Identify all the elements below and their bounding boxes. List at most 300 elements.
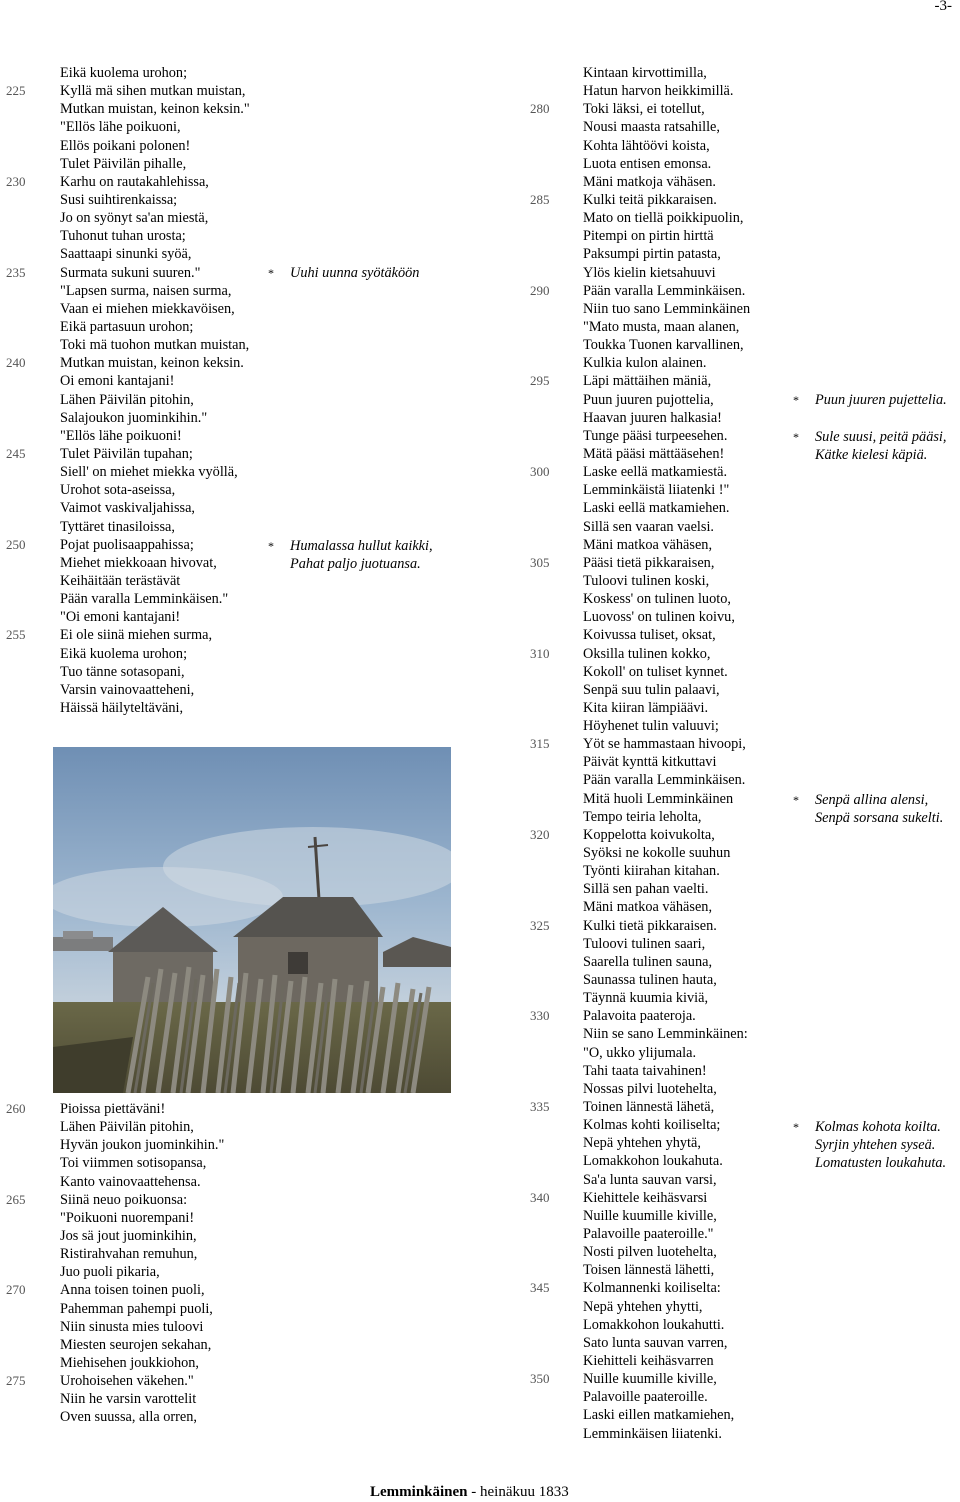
verse-line (530, 1134, 790, 1152)
verse-line (6, 409, 276, 427)
line-number: 270 (6, 1282, 26, 1298)
verse-line (6, 554, 276, 572)
note-text: Kolmas kohota koilta. (815, 1119, 941, 1135)
verse-line (6, 227, 276, 245)
verse-text: Oksilla tulinen kokko, (583, 645, 711, 662)
line-number: 280 (530, 101, 550, 117)
verse-line (6, 1336, 276, 1354)
verse-text: Keihäitään terästävät (60, 572, 181, 589)
verse-line (530, 1044, 790, 1062)
verse-text: Ristirahvahan remuhun, (60, 1246, 198, 1263)
page-number: -3- (934, 0, 952, 14)
line-number: 305 (530, 554, 550, 570)
verse-text: Kolmannenki koiliselta: (583, 1280, 721, 1297)
line-number: 330 (530, 1008, 550, 1024)
verse-line (530, 82, 790, 100)
verse-text: Saarella tulinen sauna, (583, 953, 713, 970)
note-asterisk: * (268, 539, 274, 553)
verse-text: Jo on syönyt sa'an miestä, (60, 210, 209, 227)
verse-text: Kintaan kirvottimilla, (583, 65, 707, 81)
verse-line (6, 681, 276, 699)
verse-line (530, 1171, 790, 1189)
verse-line (530, 300, 790, 318)
verse-text: Karhu on rautakahlehissa, (60, 173, 209, 190)
verse-text: Koivussa tuliset, oksat, (583, 627, 716, 644)
verse-text: Oi emoni kantajani! (60, 373, 175, 390)
verse-line (530, 445, 790, 463)
verse-text: Sillä sen vaaran vaelsi. (583, 518, 715, 535)
verse-line (6, 1318, 276, 1336)
verse-line (6, 391, 276, 409)
verse-line (6, 499, 276, 517)
side-note (268, 537, 433, 573)
verse-line (530, 917, 790, 935)
verse-line (530, 536, 790, 554)
verse-line (6, 1281, 276, 1299)
verse-text: Lomakkohon loukahutti. (583, 1316, 725, 1333)
verse-text: Siell' on miehet miekka vyöllä, (60, 464, 238, 481)
verse-line (530, 1152, 790, 1170)
verse-text: Nossas pilvi luotehelta, (583, 1080, 717, 1097)
verse-line (530, 1261, 790, 1279)
verse-line (6, 1300, 276, 1318)
line-number: 260 (6, 1101, 26, 1116)
verse-text: Mutkan muistan, keinon keksin. (60, 355, 244, 372)
verse-line (6, 663, 276, 681)
verse-line (6, 1390, 276, 1408)
verse-text: Kiehitteli keihäsvarren (583, 1352, 714, 1369)
verse-line (530, 354, 790, 372)
verse-line (530, 862, 790, 880)
line-number: 230 (6, 173, 26, 189)
verse-line (530, 626, 790, 644)
verse-text: Laske eellä matkamiestä. (583, 464, 728, 481)
verse-text: Nepä yhtehen yhytti, (583, 1298, 703, 1315)
verse-text: Tulet Päivilän tupahan; (60, 445, 193, 462)
verse-text: Toisen lännestä lähetti, (583, 1262, 715, 1279)
verse-text: Pääsi tietä pikkaraisen, (583, 554, 715, 571)
line-number: 325 (530, 917, 550, 933)
verse-text: Eikä kuolema urohon; (60, 65, 188, 81)
verse-text: Pään varalla Lemminkäisen. (583, 772, 746, 789)
verse-line (6, 354, 276, 372)
note-text: Senpä sorsana sukelti. (815, 810, 944, 827)
verse-text: Toki mä tuohon mutkan muistan, (60, 337, 250, 354)
line-number: 315 (530, 736, 550, 752)
verse-text: Tulet Päivilän pihalle, (60, 155, 187, 172)
verse-text: Paksumpi pirtin patasta, (583, 246, 721, 263)
verse-line (6, 1209, 276, 1227)
line-number: 265 (6, 1191, 26, 1207)
verse-line (530, 1298, 790, 1316)
verse-line (530, 717, 790, 735)
verse-line (530, 1279, 790, 1297)
verse-line (530, 282, 790, 300)
verse-line (530, 645, 790, 663)
verse-line (530, 209, 790, 227)
verse-text: Hyvän joukon juominkihin." (60, 1137, 225, 1154)
verse-line (530, 1425, 790, 1443)
verse-text: Luovoss' on tulinen koivu, (583, 609, 735, 626)
verse-line (530, 590, 790, 608)
verse-line (6, 626, 276, 644)
verse-text: Pahemman pahempi puoli, (60, 1300, 213, 1317)
verse-line (530, 481, 790, 499)
verse-text: Häissä häilyteltäväni, (60, 699, 184, 716)
verse-text: Susi suihtirenkaissa; (60, 191, 178, 208)
verse-line (530, 372, 790, 390)
verse-text: Mutkan muistan, keinon keksin." (60, 101, 250, 118)
verse-text: Tuloovi tulinen saari, (583, 935, 706, 952)
footer-date: - heinäkuu 1833 (467, 1484, 569, 1500)
verse-text: Koppelotta koivukolta, (583, 826, 715, 843)
verse-text: Täynnä kuumia kiviä, (583, 990, 709, 1007)
verse-line (530, 336, 790, 354)
verse-text: Saunassa tulinen hauta, (583, 972, 717, 989)
verse-line (530, 518, 790, 536)
side-note (793, 391, 947, 409)
poem-column-left-bottom (6, 1100, 276, 1427)
verse-line (530, 499, 790, 517)
verse-line (6, 518, 276, 536)
verse-text: Palavoille paateroille." (583, 1226, 714, 1242)
verse-text: Nepä yhtehen yhytä, (583, 1135, 701, 1152)
verse-line (530, 137, 790, 155)
verse-text: Työnti kiirahan kitahan. (583, 863, 720, 880)
verse-line (530, 1007, 790, 1025)
line-number: 240 (6, 355, 26, 371)
verse-line (530, 227, 790, 245)
verse-text: Miesten seurojen sekahan, (60, 1336, 212, 1353)
note-text: Syrjin yhtehen syseä. (815, 1137, 936, 1154)
verse-text: Nuille kuumille kiville, (583, 1207, 717, 1224)
line-number: 245 (6, 445, 26, 461)
verse-text: Kohta lähtöövi koista, (583, 137, 710, 154)
verse-text: Senpä suu tulin palaavi, (583, 681, 720, 698)
line-number: 340 (530, 1189, 550, 1205)
verse-text: Ellös poikani polonen! (60, 137, 191, 154)
verse-line (530, 155, 790, 173)
verse-text: Siinä neuo poikuonsa: (60, 1191, 188, 1208)
line-number: 335 (530, 1099, 550, 1115)
verse-line (530, 880, 790, 898)
verse-line (530, 1025, 790, 1043)
verse-text: Oven suussa, alla orren, (60, 1409, 197, 1426)
verse-text: Niin tuo sano Lemminkäinen (583, 300, 751, 317)
verse-text: Nousi maasta ratsahille, (583, 119, 720, 136)
verse-text: Kiehittele keihäsvarsi (583, 1189, 708, 1206)
verse-text: Toukka Tuonen karvallinen, (583, 337, 744, 354)
verse-line (6, 572, 276, 590)
verse-text: Vaan ei miehen miekkavöisen, (60, 300, 235, 317)
verse-line (6, 264, 276, 282)
verse-text: Haavan juuren halkasia! (583, 409, 722, 426)
verse-line (6, 1154, 276, 1172)
verse-line (6, 1372, 276, 1390)
verse-line (530, 663, 790, 681)
village-photo-image (53, 747, 451, 1093)
verse-line (530, 771, 790, 789)
side-note (793, 428, 947, 464)
verse-line (530, 1080, 790, 1098)
verse-text: Mätä pääsi mättääsehen! (583, 445, 725, 462)
verse-text: Pioissa piettäväni! (60, 1101, 166, 1117)
verse-text: Miehisehen joukkiohon, (60, 1354, 199, 1371)
line-number: 350 (530, 1371, 550, 1387)
verse-line (6, 536, 276, 554)
verse-text: Niin se sano Lemminkäinen: (583, 1026, 748, 1043)
verse-line (530, 245, 790, 263)
verse-line (530, 427, 790, 445)
verse-text: Yöt se hammastaan hivoopi, (583, 736, 746, 753)
note-text: Uuhi uunna syötäköön (290, 265, 420, 281)
verse-line (6, 1408, 276, 1426)
verse-text: Lähen Päivilän pitohin, (60, 391, 194, 408)
side-note (793, 1118, 947, 1172)
verse-line (530, 1207, 790, 1225)
verse-line (530, 1316, 790, 1334)
verse-line (6, 481, 276, 499)
verse-text: Pään varalla Lemminkäisen. (583, 282, 746, 299)
line-number: 275 (6, 1373, 26, 1389)
verse-text: Sato lunta sauvan varren, (583, 1334, 728, 1351)
verse-line (6, 1136, 276, 1154)
verse-text: "Oi emoni kantajani! (60, 609, 181, 626)
verse-line (530, 1406, 790, 1424)
verse-text: Päivät kynttä kitkuttavi (583, 754, 717, 771)
verse-line (6, 1227, 276, 1245)
verse-text: Nuille kuumille kiville, (583, 1371, 717, 1388)
line-number: 225 (6, 83, 26, 99)
verse-text: Toi viimmen sotisopansa, (60, 1155, 207, 1172)
verse-text: Anna toisen toinen puoli, (60, 1282, 205, 1299)
verse-text: Tahi taata taivahinen! (583, 1062, 707, 1079)
note-asterisk: * (268, 266, 274, 280)
verse-text: Miehet miekkoaan hivovat, (60, 554, 217, 571)
verse-text: Ei ole siinä miehen surma, (60, 627, 213, 644)
verse-line (6, 191, 276, 209)
verse-line (530, 699, 790, 717)
verse-line (530, 790, 790, 808)
verse-line (530, 735, 790, 753)
verse-line (530, 409, 790, 427)
verse-line (530, 191, 790, 209)
verse-text: Tunge pääsi turpeesehen. (583, 427, 728, 444)
line-number: 345 (530, 1280, 550, 1296)
verse-text: Jos sä jout juominkihin, (60, 1227, 197, 1244)
verse-text: "O, ukko ylijumala. (583, 1044, 697, 1061)
verse-line (530, 64, 790, 82)
verse-line (530, 681, 790, 699)
verse-line (6, 1354, 276, 1372)
verse-line (6, 608, 276, 626)
verse-line (6, 1245, 276, 1263)
verse-text: Kulki tietä pikkaraisen. (583, 917, 717, 934)
verse-text: Sillä sen pahan vaelti. (583, 881, 709, 898)
verse-text: "Ellös lähe poikuoni, (60, 119, 181, 136)
verse-text: Surmata sukuni suuren." (60, 264, 201, 281)
footer-title: Lemminkäinen (370, 1484, 468, 1500)
verse-text: Pään varalla Lemminkäisen." (60, 591, 229, 608)
verse-line (530, 173, 790, 191)
verse-line (6, 336, 276, 354)
verse-line (6, 64, 276, 82)
note-asterisk: * (793, 430, 799, 444)
verse-text: Mäni matkoa vähäsen, (583, 899, 713, 916)
verse-text: Kolmas kohti koiliselta; (583, 1117, 721, 1134)
page-footer (370, 1484, 569, 1501)
verse-line (530, 554, 790, 572)
verse-text: Kita kiiran lämpiäävi. (583, 699, 709, 716)
verse-line (530, 844, 790, 862)
verse-text: Hatun harvon heikkimillä. (583, 83, 734, 100)
verse-text: Lomakkohon loukahuta. (583, 1153, 723, 1170)
line-number: 290 (530, 282, 550, 298)
verse-line (530, 1225, 790, 1243)
verse-line (530, 572, 790, 590)
verse-text: Mäni matkoja vähäsen. (583, 173, 717, 190)
verse-line (530, 971, 790, 989)
verse-text: Mitä huoli Lemminkäinen (583, 790, 734, 807)
side-note (268, 264, 420, 282)
verse-text: Kokoll' on tuliset kynnet. (583, 663, 728, 680)
note-text: Lomatusten loukahuta. (815, 1155, 947, 1172)
verse-line (530, 808, 790, 826)
verse-line (6, 82, 276, 100)
verse-line (530, 1098, 790, 1116)
verse-line (530, 1352, 790, 1370)
verse-text: "Lapsen surma, naisen surma, (60, 282, 232, 299)
verse-line (6, 1263, 276, 1281)
verse-line (530, 898, 790, 916)
village-photo (53, 747, 451, 1093)
verse-line (6, 100, 276, 118)
verse-line (6, 372, 276, 390)
verse-text: Toki läksi, ei totellut, (583, 101, 705, 118)
verse-text: Höyhenet tulin valuuvi; (583, 718, 719, 735)
verse-text: Kulki teitä pikkaraisen. (583, 191, 717, 208)
verse-text: Nosti pilven luotehelta, (583, 1244, 717, 1261)
verse-text: Saattaapi sinunki syöä, (60, 246, 192, 263)
note-asterisk: * (793, 793, 799, 807)
verse-line (530, 826, 790, 844)
verse-line (530, 989, 790, 1007)
note-text: Humalassa hullut kaikki, (290, 538, 433, 554)
verse-line (530, 1370, 790, 1388)
note-text: Pahat paljo juotuansa. (290, 556, 421, 573)
verse-line (6, 137, 276, 155)
note-text: Puun juuren pujettelia. (815, 392, 947, 408)
side-note (793, 791, 944, 827)
verse-line (530, 1243, 790, 1261)
verse-line (6, 1191, 276, 1209)
verse-text: Salajoukon juominkihin." (60, 409, 208, 426)
note-asterisk: * (793, 1120, 799, 1134)
verse-text: Puun juuren pujottelia, (583, 391, 714, 408)
verse-line (6, 445, 276, 463)
line-number: 285 (530, 191, 550, 207)
verse-text: Palavoita paateroja. (583, 1008, 696, 1025)
verse-text: Sa'a lunta sauvan varsi, (583, 1171, 717, 1188)
verse-text: Lemminkäisen liiatenki. (583, 1425, 722, 1442)
note-asterisk: * (793, 393, 799, 407)
verse-line (6, 118, 276, 136)
verse-text: Syöksi ne kokolle suuhun (583, 845, 731, 862)
verse-text: Luota entisen emonsa. (583, 155, 712, 172)
verse-line (530, 318, 790, 336)
line-number: 255 (6, 627, 26, 643)
verse-line (6, 699, 276, 717)
verse-line (530, 1189, 790, 1207)
verse-text: Ylös kielin kietsahuuvi (583, 264, 716, 281)
verse-text: Lähen Päivilän pitohin, (60, 1119, 194, 1136)
verse-text: Kulkia kulon alainen. (583, 355, 707, 372)
verse-text: Laski eillen matkamiehen, (583, 1407, 735, 1424)
verse-line (530, 1334, 790, 1352)
verse-line (6, 427, 276, 445)
verse-text: Vaimot vaskivaljahissa, (60, 500, 196, 517)
verse-line (530, 1062, 790, 1080)
verse-text: Laski eellä matkamiehen. (583, 500, 730, 517)
verse-text: Tempo teiria leholta, (583, 808, 702, 825)
verse-text: Mato on tiellä poikkipuolin, (583, 210, 744, 227)
verse-text: Palavoille paateroille. (583, 1389, 708, 1406)
verse-line (530, 391, 790, 409)
line-number: 320 (530, 826, 550, 842)
verse-line (6, 209, 276, 227)
line-number: 250 (6, 536, 26, 552)
verse-line (530, 1388, 790, 1406)
verse-text: Niin he varsin varottelit (60, 1391, 197, 1408)
verse-line (6, 318, 276, 336)
verse-text: "Poikuoni nuorempani! (60, 1209, 195, 1226)
verse-text: Juo puoli pikaria, (60, 1264, 160, 1281)
verse-line (530, 100, 790, 118)
verse-text: Toinen lännestä lähetä, (583, 1099, 715, 1116)
verse-text: Eikä partasuun urohon; (60, 318, 194, 335)
line-number: 295 (530, 373, 550, 389)
verse-line (530, 264, 790, 282)
verse-text: Tuo tänne sotasopani, (60, 663, 185, 680)
verse-text: Tuhonut tuhan urosta; (60, 228, 186, 245)
verse-line (530, 463, 790, 481)
verse-text: Varsin vainovaatteheni, (60, 681, 195, 698)
verse-text: Tuloovi tulinen koski, (583, 572, 710, 589)
verse-line (6, 1173, 276, 1191)
verse-text: Kanto vainovaattehensa. (60, 1173, 201, 1190)
verse-text: Eikä kuolema urohon; (60, 645, 188, 662)
note-text: Senpä allina alensi, (815, 792, 929, 808)
verse-line (530, 1116, 790, 1134)
verse-text: Niin sinusta mies tuloovi (60, 1318, 204, 1335)
verse-line (530, 608, 790, 626)
verse-line (6, 1118, 276, 1136)
verse-line (530, 118, 790, 136)
verse-text: Tyttäret tinasiloissa, (60, 518, 175, 535)
poem-column-left-top (6, 64, 276, 717)
verse-text: "Mato musta, maan alanen, (583, 318, 740, 335)
verse-line (6, 245, 276, 263)
verse-line (6, 282, 276, 300)
verse-line (6, 173, 276, 191)
verse-text: Pitempi on pirtin hirttä (583, 228, 714, 245)
note-text: Sule suusi, peitä pääsi, (815, 429, 947, 445)
verse-text: "Ellös lähe poikuoni! (60, 427, 182, 444)
verse-line (6, 645, 276, 663)
verse-text: Lemminkäistä liiatenki !" (583, 482, 730, 499)
verse-line (6, 300, 276, 318)
verse-text: Urohot sota-aseissa, (60, 482, 176, 499)
